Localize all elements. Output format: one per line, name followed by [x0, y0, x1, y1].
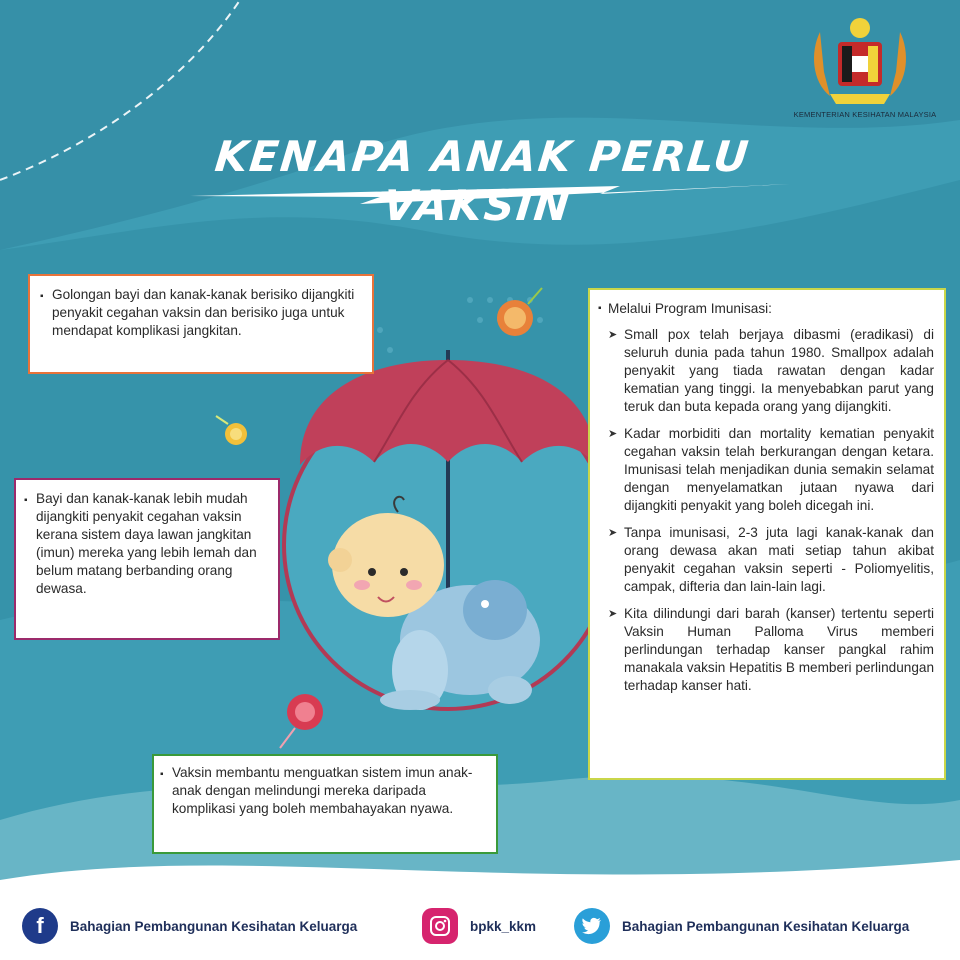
- info-box-risk: [28, 274, 374, 374]
- social-footer: [0, 898, 960, 960]
- arrow-bullet-icon: ➤: [608, 608, 618, 620]
- info-box-immunisation-program: [588, 288, 946, 780]
- facebook-icon: f: [22, 908, 58, 944]
- arrow-bullet-icon: ➤: [608, 527, 618, 539]
- immunisation-list: [608, 326, 934, 695]
- list-item: ➤ Small pox telah berjaya dibasmi (eradikasi) di seluruh dunia pada tahun 1980. Smallpox adalah penyakit yang tiada rawatan dengan kadar kematian yang tinggi. Ia menyebabkan parut yang teruk dan buta kepada orang yang dijangkiti.: [608, 327, 934, 414]
- instagram-link[interactable]: [422, 908, 536, 944]
- instagram-label: bpkk_kkm: [470, 918, 537, 934]
- immunisation-heading: Melalui Program Imunisasi:: [608, 301, 772, 316]
- info-box-text: Golongan bayi dan kanak-kanak berisiko dijangkiti penyakit cegahan vaksin dan berisiko juga untuk mendapat komplikasi jangkitan.: [52, 287, 355, 338]
- facebook-label: Bahagian Pembangunan Kesihatan Keluarga: [70, 918, 358, 934]
- instagram-icon: [422, 908, 458, 944]
- page-title: KENAPA ANAK PERLU VAKSIN: [212, 132, 753, 230]
- coat-of-arms-icon: [800, 12, 920, 108]
- info-box-text: Bayi dan kanak-kanak lebih mudah dijangkiti penyakit cegahan vaksin kerana sistem daya lawan jangkitan (imun) mereka yang lebih lemah dan belum matang berbanding orang dewasa.: [36, 491, 257, 596]
- list-item: ➤ Tanpa imunisasi, 2-3 juta lagi kanak-kanak dan orang dewasa akan mati setiap tahun akibat penyakit cegahan vaksin seperti - Poliomyelitis, campak, difteria dan lain-lain lagi.: [608, 525, 934, 594]
- list-item: ➤ Kita dilindungi dari barah (kanser) tertentu seperti Vaksin Human Palloma Virus memberi perlindungan terhadap kanser pangkal rahim manakala vaksin Hepatitis B memberi perlindungan terhadap kanser hati.: [608, 606, 934, 693]
- arrow-bullet-icon: ➤: [608, 428, 618, 440]
- twitter-link[interactable]: [574, 908, 909, 944]
- ministry-caption: KEMENTERIAN KESIHATAN MALAYSIA: [793, 110, 937, 119]
- info-box-immune: [14, 478, 280, 640]
- facebook-link[interactable]: [22, 908, 357, 944]
- bullet-icon: ▪: [24, 495, 28, 506]
- list-item: ➤ Kadar morbiditi dan mortality kematian penyakit cegahan vaksin telah berkurangan dengan ketara. Imunisasi telah menjadikan dunia semakin selamat dengan menyelamatkan jutaan nyawa dari dijangkiti penyakit yang boleh dicegah ini.: [608, 426, 934, 513]
- bullet-icon: ▪: [598, 303, 602, 314]
- bullet-icon: ▪: [160, 769, 164, 780]
- twitter-icon: [574, 908, 610, 944]
- twitter-label: Bahagian Pembangunan Kesihatan Keluarga: [622, 918, 910, 934]
- bullet-icon: ▪: [40, 291, 44, 302]
- arrow-bullet-icon: ➤: [608, 329, 618, 341]
- info-box-text: Vaksin membantu menguatkan sistem imun anak-anak dengan melindungi mereka daripada komplikasi yang boleh membahayakan nyawa.: [172, 765, 473, 816]
- info-box-protection: [152, 754, 498, 854]
